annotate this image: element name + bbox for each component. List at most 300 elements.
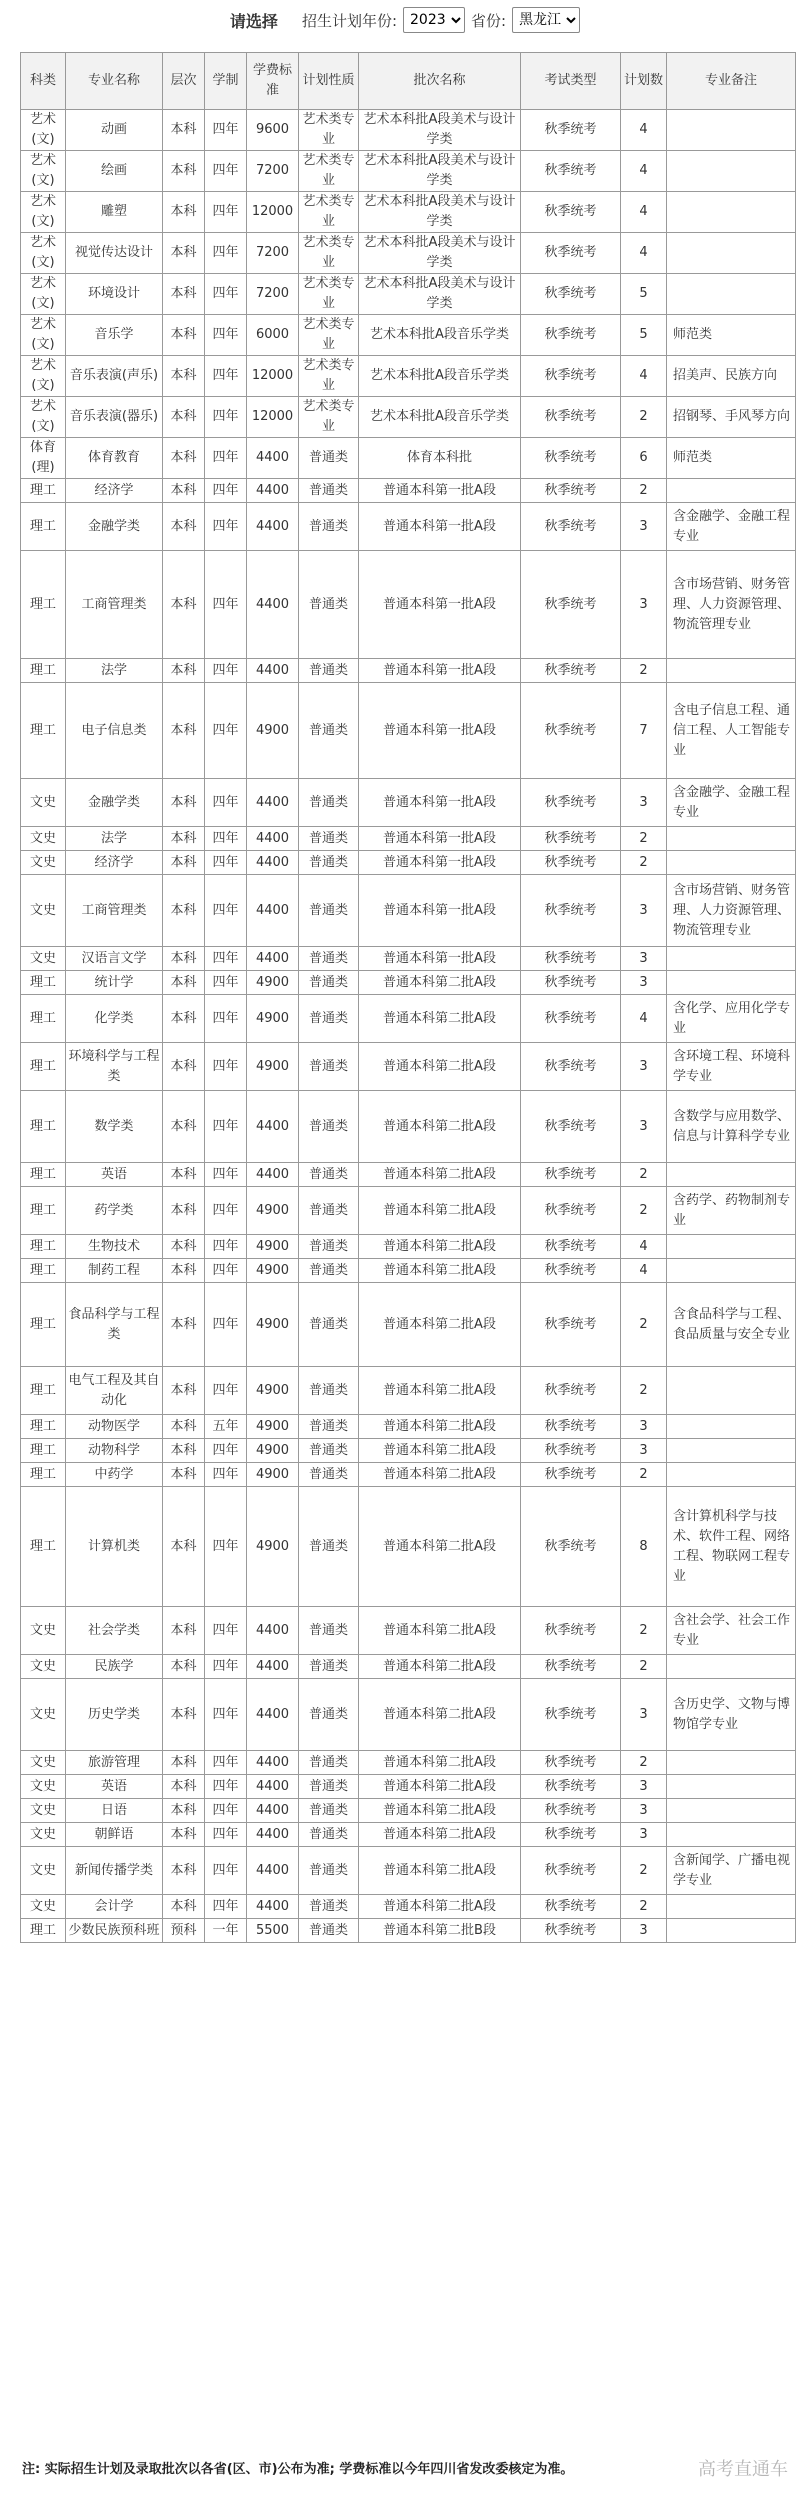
- table-row: [21, 192, 796, 233]
- plan-count-cell: 2: [621, 1187, 667, 1235]
- plan-count-cell: 2: [621, 1655, 667, 1679]
- duration-cell: 四年: [205, 233, 247, 274]
- tuition-cell: 7200: [247, 233, 299, 274]
- level-cell: 本科: [163, 315, 205, 356]
- plan-count-cell: 6: [621, 438, 667, 479]
- column-header: 科类: [21, 53, 66, 110]
- level-cell: 本科: [163, 356, 205, 397]
- category-cell: 理工: [21, 1439, 66, 1463]
- major-name-cell: 工商管理类: [66, 551, 163, 659]
- tuition-cell: 7200: [247, 151, 299, 192]
- major-name-cell: 中药学: [66, 1463, 163, 1487]
- tuition-cell: 4900: [247, 683, 299, 779]
- exam-type-cell: 秋季统考: [521, 1367, 621, 1415]
- major-note-cell: [667, 1919, 796, 1943]
- category-cell: 艺术(文): [21, 110, 66, 151]
- level-cell: 本科: [163, 1895, 205, 1919]
- plan-type-cell: 艺术类专业: [299, 110, 359, 151]
- tuition-cell: 4400: [247, 479, 299, 503]
- batch-cell: 普通本科第二批A段: [359, 1163, 521, 1187]
- major-name-cell: 日语: [66, 1799, 163, 1823]
- major-name-cell: 药学类: [66, 1187, 163, 1235]
- category-cell: 理工: [21, 659, 66, 683]
- plan-count-cell: 3: [621, 503, 667, 551]
- category-cell: 理工: [21, 1283, 66, 1367]
- tuition-cell: 4900: [247, 1235, 299, 1259]
- table-row: [21, 1163, 796, 1187]
- table-row: [21, 659, 796, 683]
- batch-cell: 普通本科第二批A段: [359, 995, 521, 1043]
- exam-type-cell: 秋季统考: [521, 851, 621, 875]
- plan-type-cell: 普通类: [299, 1919, 359, 1943]
- major-note-cell: [667, 192, 796, 233]
- table-row: [21, 1091, 796, 1163]
- batch-cell: 普通本科第一批A段: [359, 659, 521, 683]
- major-name-cell: 法学: [66, 827, 163, 851]
- major-note-cell: [667, 1415, 796, 1439]
- plan-type-cell: 普通类: [299, 1607, 359, 1655]
- plan-type-cell: 普通类: [299, 827, 359, 851]
- batch-cell: 普通本科第一批A段: [359, 779, 521, 827]
- exam-type-cell: 秋季统考: [521, 1799, 621, 1823]
- category-cell: 文史: [21, 1895, 66, 1919]
- table-row: [21, 1679, 796, 1751]
- major-name-cell: 计算机类: [66, 1487, 163, 1607]
- duration-cell: 五年: [205, 1415, 247, 1439]
- batch-cell: 艺术本科批A段音乐学类: [359, 356, 521, 397]
- category-cell: 体育(理): [21, 438, 66, 479]
- duration-cell: 四年: [205, 1487, 247, 1607]
- tuition-cell: 4400: [247, 1679, 299, 1751]
- major-note-cell: 含历史学、文物与博物馆学专业: [667, 1679, 796, 1751]
- exam-type-cell: 秋季统考: [521, 1415, 621, 1439]
- major-note-cell: [667, 1823, 796, 1847]
- duration-cell: 四年: [205, 397, 247, 438]
- column-header: 专业备注: [667, 53, 796, 110]
- major-note-cell: 含市场营销、财务管理、人力资源管理、物流管理专业: [667, 551, 796, 659]
- exam-type-cell: 秋季统考: [521, 1283, 621, 1367]
- duration-cell: 四年: [205, 479, 247, 503]
- plan-count-cell: 5: [621, 315, 667, 356]
- major-name-cell: 电气工程及其自动化: [66, 1367, 163, 1415]
- exam-type-cell: 秋季统考: [521, 1775, 621, 1799]
- level-cell: 本科: [163, 1091, 205, 1163]
- plan-count-cell: 3: [621, 551, 667, 659]
- duration-cell: 四年: [205, 151, 247, 192]
- batch-cell: 普通本科第二批A段: [359, 1235, 521, 1259]
- exam-type-cell: 秋季统考: [521, 1655, 621, 1679]
- duration-cell: 四年: [205, 315, 247, 356]
- major-note-cell: 师范类: [667, 315, 796, 356]
- category-cell: 理工: [21, 683, 66, 779]
- batch-cell: 艺术本科批A段音乐学类: [359, 315, 521, 356]
- level-cell: 本科: [163, 1775, 205, 1799]
- level-cell: 本科: [163, 1823, 205, 1847]
- major-name-cell: 朝鲜语: [66, 1823, 163, 1847]
- plan-count-cell: 3: [621, 1091, 667, 1163]
- tuition-cell: 4400: [247, 1799, 299, 1823]
- plan-type-cell: 普通类: [299, 1655, 359, 1679]
- category-cell: 文史: [21, 1679, 66, 1751]
- category-cell: 艺术(文): [21, 356, 66, 397]
- plan-count-cell: 3: [621, 1799, 667, 1823]
- exam-type-cell: 秋季统考: [521, 1043, 621, 1091]
- plan-count-cell: 4: [621, 233, 667, 274]
- tuition-cell: 4400: [247, 1751, 299, 1775]
- major-name-cell: 会计学: [66, 1895, 163, 1919]
- category-cell: 文史: [21, 1751, 66, 1775]
- table-row: [21, 1283, 796, 1367]
- major-name-cell: 金融学类: [66, 779, 163, 827]
- tuition-cell: 4900: [247, 1463, 299, 1487]
- level-cell: 本科: [163, 659, 205, 683]
- level-cell: 本科: [163, 995, 205, 1043]
- exam-type-cell: 秋季统考: [521, 659, 621, 683]
- major-note-cell: 含计算机科学与技术、软件工程、网络工程、物联网工程专业: [667, 1487, 796, 1607]
- level-cell: 本科: [163, 151, 205, 192]
- plan-count-cell: 3: [621, 875, 667, 947]
- tuition-cell: 4900: [247, 1367, 299, 1415]
- level-cell: 本科: [163, 1679, 205, 1751]
- batch-cell: 普通本科第二批A段: [359, 1259, 521, 1283]
- batch-cell: 普通本科第一批A段: [359, 551, 521, 659]
- exam-type-cell: 秋季统考: [521, 1823, 621, 1847]
- duration-cell: 四年: [205, 1895, 247, 1919]
- tuition-cell: 4400: [247, 503, 299, 551]
- exam-type-cell: 秋季统考: [521, 151, 621, 192]
- category-cell: 理工: [21, 1463, 66, 1487]
- table-row: [21, 1487, 796, 1607]
- plan-type-cell: 普通类: [299, 1823, 359, 1847]
- table-row: [21, 1607, 796, 1655]
- level-cell: 本科: [163, 947, 205, 971]
- duration-cell: 四年: [205, 1607, 247, 1655]
- level-cell: 本科: [163, 551, 205, 659]
- major-name-cell: 化学类: [66, 995, 163, 1043]
- table-row: [21, 947, 796, 971]
- plan-count-cell: 4: [621, 356, 667, 397]
- plan-count-cell: 2: [621, 827, 667, 851]
- tuition-cell: 4400: [247, 551, 299, 659]
- major-note-cell: [667, 1655, 796, 1679]
- category-cell: 文史: [21, 1775, 66, 1799]
- category-cell: 艺术(文): [21, 151, 66, 192]
- exam-type-cell: 秋季统考: [521, 779, 621, 827]
- plan-count-cell: 2: [621, 1895, 667, 1919]
- duration-cell: 四年: [205, 683, 247, 779]
- major-name-cell: 法学: [66, 659, 163, 683]
- level-cell: 本科: [163, 1043, 205, 1091]
- tuition-cell: 4900: [247, 1487, 299, 1607]
- plan-count-cell: 2: [621, 479, 667, 503]
- duration-cell: 四年: [205, 1367, 247, 1415]
- plan-count-cell: 4: [621, 1235, 667, 1259]
- major-name-cell: 食品科学与工程类: [66, 1283, 163, 1367]
- tuition-cell: 4400: [247, 875, 299, 947]
- tuition-cell: 6000: [247, 315, 299, 356]
- category-cell: 文史: [21, 875, 66, 947]
- major-note-cell: 含市场营销、财务管理、人力资源管理、物流管理专业: [667, 875, 796, 947]
- major-name-cell: 动物科学: [66, 1439, 163, 1463]
- tuition-cell: 4400: [247, 1823, 299, 1847]
- category-cell: 文史: [21, 947, 66, 971]
- plan-count-cell: 2: [621, 1847, 667, 1895]
- duration-cell: 四年: [205, 1847, 247, 1895]
- tuition-cell: 4900: [247, 995, 299, 1043]
- exam-type-cell: 秋季统考: [521, 233, 621, 274]
- major-note-cell: [667, 233, 796, 274]
- major-name-cell: 经济学: [66, 851, 163, 875]
- major-name-cell: 汉语言文学: [66, 947, 163, 971]
- batch-cell: 普通本科第二批A段: [359, 1799, 521, 1823]
- duration-cell: 四年: [205, 1163, 247, 1187]
- table-row: [21, 1463, 796, 1487]
- duration-cell: 四年: [205, 503, 247, 551]
- duration-cell: 四年: [205, 779, 247, 827]
- enrollment-plan-table: [20, 52, 796, 1943]
- batch-cell: 艺术本科批A段美术与设计学类: [359, 151, 521, 192]
- table-row: [21, 683, 796, 779]
- major-note-cell: [667, 479, 796, 503]
- level-cell: 本科: [163, 438, 205, 479]
- batch-cell: 普通本科第一批A段: [359, 875, 521, 947]
- major-name-cell: 经济学: [66, 479, 163, 503]
- exam-type-cell: 秋季统考: [521, 1847, 621, 1895]
- major-note-cell: [667, 110, 796, 151]
- batch-cell: 普通本科第二批A段: [359, 1367, 521, 1415]
- category-cell: 艺术(文): [21, 397, 66, 438]
- level-cell: 本科: [163, 503, 205, 551]
- plan-type-cell: 普通类: [299, 1439, 359, 1463]
- plan-type-cell: 艺术类专业: [299, 151, 359, 192]
- category-cell: 理工: [21, 1487, 66, 1607]
- tuition-cell: 12000: [247, 192, 299, 233]
- major-note-cell: [667, 1775, 796, 1799]
- major-name-cell: 生物技术: [66, 1235, 163, 1259]
- major-note-cell: [667, 1439, 796, 1463]
- table-row: [21, 827, 796, 851]
- plan-type-cell: 普通类: [299, 438, 359, 479]
- major-note-cell: [667, 274, 796, 315]
- tuition-cell: 4400: [247, 659, 299, 683]
- exam-type-cell: 秋季统考: [521, 875, 621, 947]
- duration-cell: 四年: [205, 851, 247, 875]
- table-row: [21, 779, 796, 827]
- plan-type-cell: 普通类: [299, 683, 359, 779]
- tuition-cell: 9600: [247, 110, 299, 151]
- plan-type-cell: 普通类: [299, 1487, 359, 1607]
- exam-type-cell: 秋季统考: [521, 479, 621, 503]
- column-header: 考试类型: [521, 53, 621, 110]
- exam-type-cell: 秋季统考: [521, 192, 621, 233]
- plan-type-cell: 艺术类专业: [299, 274, 359, 315]
- batch-cell: 普通本科第一批A段: [359, 503, 521, 551]
- exam-type-cell: 秋季统考: [521, 274, 621, 315]
- table-row: [21, 479, 796, 503]
- plan-count-cell: 2: [621, 397, 667, 438]
- plan-count-cell: 2: [621, 1163, 667, 1187]
- tuition-cell: 4900: [247, 1415, 299, 1439]
- duration-cell: 四年: [205, 1439, 247, 1463]
- plan-count-cell: 2: [621, 1463, 667, 1487]
- plan-count-cell: 3: [621, 779, 667, 827]
- exam-type-cell: 秋季统考: [521, 1607, 621, 1655]
- exam-type-cell: 秋季统考: [521, 503, 621, 551]
- plan-type-cell: 普通类: [299, 1259, 359, 1283]
- plan-count-cell: 3: [621, 1415, 667, 1439]
- major-note-cell: 含药学、药物制剂专业: [667, 1187, 796, 1235]
- major-note-cell: [667, 151, 796, 192]
- plan-count-cell: 3: [621, 971, 667, 995]
- category-cell: 理工: [21, 551, 66, 659]
- major-note-cell: [667, 1163, 796, 1187]
- table-row: [21, 315, 796, 356]
- batch-cell: 普通本科第二批A段: [359, 1823, 521, 1847]
- batch-cell: 体育本科批: [359, 438, 521, 479]
- major-note-cell: 含电子信息工程、通信工程、人工智能专业: [667, 683, 796, 779]
- major-name-cell: 电子信息类: [66, 683, 163, 779]
- province-select[interactable]: [512, 7, 580, 33]
- duration-cell: 四年: [205, 1655, 247, 1679]
- plan-count-cell: 4: [621, 151, 667, 192]
- major-note-cell: [667, 1367, 796, 1415]
- table-row: [21, 1751, 796, 1775]
- table-row: [21, 1439, 796, 1463]
- major-name-cell: 民族学: [66, 1655, 163, 1679]
- duration-cell: 四年: [205, 110, 247, 151]
- category-cell: 理工: [21, 1091, 66, 1163]
- batch-cell: 普通本科第二批A段: [359, 1415, 521, 1439]
- column-header: 计划数: [621, 53, 667, 110]
- exam-type-cell: 秋季统考: [521, 1259, 621, 1283]
- column-header: 层次: [163, 53, 205, 110]
- batch-cell: 普通本科第二批A段: [359, 1043, 521, 1091]
- duration-cell: 四年: [205, 356, 247, 397]
- plan-type-cell: 普通类: [299, 1847, 359, 1895]
- level-cell: 本科: [163, 1607, 205, 1655]
- batch-cell: 普通本科第二批A段: [359, 1463, 521, 1487]
- tuition-cell: 4900: [247, 1439, 299, 1463]
- plan-count-cell: 2: [621, 1751, 667, 1775]
- tuition-cell: 4400: [247, 779, 299, 827]
- year-select[interactable]: [403, 7, 465, 33]
- major-name-cell: 环境科学与工程类: [66, 1043, 163, 1091]
- plan-type-cell: 普通类: [299, 779, 359, 827]
- category-cell: 文史: [21, 827, 66, 851]
- level-cell: 本科: [163, 779, 205, 827]
- major-note-cell: [667, 971, 796, 995]
- plan-type-cell: 普通类: [299, 1775, 359, 1799]
- batch-cell: 普通本科第二批A段: [359, 1439, 521, 1463]
- plan-type-cell: 普通类: [299, 995, 359, 1043]
- tuition-cell: 4400: [247, 1775, 299, 1799]
- tuition-cell: 4400: [247, 1895, 299, 1919]
- level-cell: 本科: [163, 1187, 205, 1235]
- level-cell: 本科: [163, 1751, 205, 1775]
- plan-type-cell: 普通类: [299, 1415, 359, 1439]
- table-row: [21, 1919, 796, 1943]
- tuition-cell: 4400: [247, 1091, 299, 1163]
- tuition-cell: 4400: [247, 851, 299, 875]
- plan-type-cell: 艺术类专业: [299, 315, 359, 356]
- plan-type-cell: 普通类: [299, 1235, 359, 1259]
- exam-type-cell: 秋季统考: [521, 551, 621, 659]
- plan-count-cell: 3: [621, 1043, 667, 1091]
- table-row: [21, 110, 796, 151]
- duration-cell: 四年: [205, 995, 247, 1043]
- column-header: 计划性质: [299, 53, 359, 110]
- major-name-cell: 雕塑: [66, 192, 163, 233]
- plan-count-cell: 8: [621, 1487, 667, 1607]
- duration-cell: 四年: [205, 1463, 247, 1487]
- exam-type-cell: 秋季统考: [521, 683, 621, 779]
- batch-cell: 普通本科第二批A段: [359, 1847, 521, 1895]
- level-cell: 本科: [163, 1259, 205, 1283]
- major-name-cell: 绘画: [66, 151, 163, 192]
- plan-type-cell: 普通类: [299, 1163, 359, 1187]
- table-row: [21, 1799, 796, 1823]
- table-row: [21, 1187, 796, 1235]
- exam-type-cell: 秋季统考: [521, 1751, 621, 1775]
- duration-cell: 四年: [205, 827, 247, 851]
- tuition-cell: 4400: [247, 947, 299, 971]
- level-cell: 本科: [163, 274, 205, 315]
- major-name-cell: 工商管理类: [66, 875, 163, 947]
- year-label: 招生计划年份:: [301, 11, 397, 30]
- duration-cell: 四年: [205, 1775, 247, 1799]
- exam-type-cell: 秋季统考: [521, 110, 621, 151]
- plan-type-cell: 普通类: [299, 947, 359, 971]
- duration-cell: 四年: [205, 1259, 247, 1283]
- major-note-cell: 招美声、民族方向: [667, 356, 796, 397]
- plan-count-cell: 3: [621, 1919, 667, 1943]
- level-cell: 本科: [163, 971, 205, 995]
- exam-type-cell: 秋季统考: [521, 1439, 621, 1463]
- category-cell: 文史: [21, 1655, 66, 1679]
- plan-count-cell: 3: [621, 1775, 667, 1799]
- table-body: [21, 110, 796, 1943]
- table-row: [21, 1415, 796, 1439]
- table-row: [21, 1823, 796, 1847]
- batch-cell: 普通本科第一批A段: [359, 947, 521, 971]
- plan-count-cell: 4: [621, 110, 667, 151]
- major-name-cell: 统计学: [66, 971, 163, 995]
- tuition-cell: 4400: [247, 438, 299, 479]
- table-row: [21, 1259, 796, 1283]
- tuition-cell: 4400: [247, 1163, 299, 1187]
- plan-type-cell: 普通类: [299, 1463, 359, 1487]
- duration-cell: 四年: [205, 1751, 247, 1775]
- plan-type-cell: 普通类: [299, 1043, 359, 1091]
- category-cell: 理工: [21, 1163, 66, 1187]
- duration-cell: 四年: [205, 1091, 247, 1163]
- batch-cell: 艺术本科批A段美术与设计学类: [359, 233, 521, 274]
- plan-count-cell: 4: [621, 995, 667, 1043]
- batch-cell: 普通本科第二批B段: [359, 1919, 521, 1943]
- duration-cell: 四年: [205, 1043, 247, 1091]
- major-note-cell: [667, 851, 796, 875]
- exam-type-cell: 秋季统考: [521, 1235, 621, 1259]
- batch-cell: 普通本科第一批A段: [359, 851, 521, 875]
- batch-cell: 普通本科第二批A段: [359, 1607, 521, 1655]
- major-note-cell: [667, 1463, 796, 1487]
- duration-cell: 四年: [205, 1283, 247, 1367]
- exam-type-cell: 秋季统考: [521, 397, 621, 438]
- watermark-text: 高考直通车: [698, 2459, 788, 2480]
- exam-type-cell: 秋季统考: [521, 1895, 621, 1919]
- category-cell: 文史: [21, 851, 66, 875]
- duration-cell: 一年: [205, 1919, 247, 1943]
